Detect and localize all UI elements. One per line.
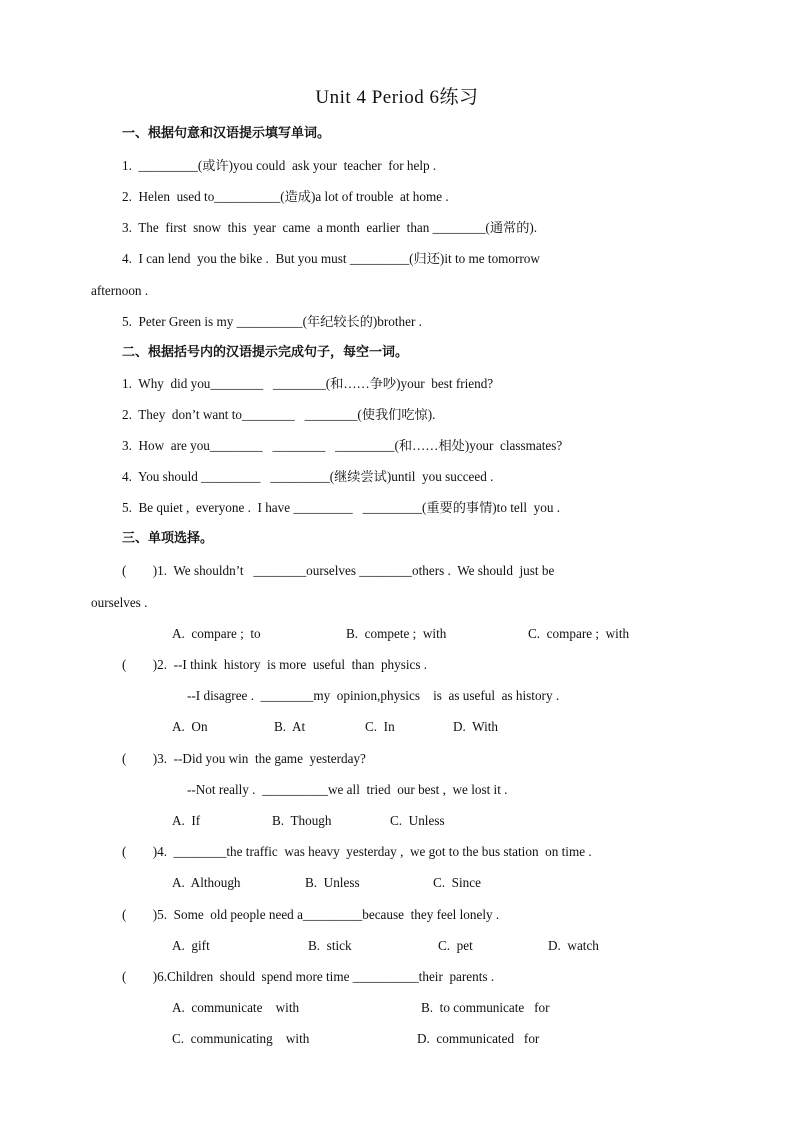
question-line: afternoon . [91,283,149,298]
option-c: C. compare ; with [528,626,630,641]
option-d: D. With [453,719,499,734]
option-b: B. Though [272,813,332,828]
option-b: B. Unless [305,875,360,890]
question-line: ourselves . [91,595,148,610]
option-b: B. compete ; with [346,626,447,641]
question-line: 3. The first snow this year came a month earlier than ________(通常的). [122,220,538,235]
option-b: B. At [274,719,306,734]
option-a: A. gift [172,938,210,953]
question-line: ( )2. --I think history is more useful than physics . [122,657,428,672]
question-line: 2. Helen used to__________(造成)a lot of trouble at home . [122,189,449,204]
question-line: --Not really . __________we all tried our best , we lost it . [187,782,508,797]
option-b: B. to communicate for [421,1000,550,1015]
option-c: C. Since [433,875,481,890]
question-line: --I disagree . ________my opinion,physics is as useful as history . [187,688,560,703]
question-line: 4. I can lend you the bike . But you must _________(归还)it to me tomorrow [122,251,540,266]
question-line: 3. How are you________ ________ _________(和……相处)your classmates? [122,438,563,453]
option-a: A. communicate with [172,1000,300,1015]
section-heading-1: 一、根据句意和汉语提示填写单词。 [122,126,331,141]
question-line: ( )4. ________the traffic was heavy yesterday , we got to the bus station on time . [122,844,592,859]
option-d: D. watch [548,938,599,953]
option-b: B. stick [308,938,352,953]
option-a: A. Although [172,875,241,890]
question-line: 1. _________(或许)you could ask your teacher for help . [122,158,437,173]
page-title: Unit 4 Period 6练习 [315,87,479,108]
option-a: A. On [172,719,208,734]
question-line: ( )1. We shouldn’t ________ourselves ________others . We should just be [122,563,555,578]
question-line: 1. Why did you________ ________(和……争吵)your best friend? [122,376,494,391]
question-line: ( )3. --Did you win the game yesterday? [122,751,366,766]
option-c: C. pet [438,938,473,953]
section-heading-2: 二、根据括号内的汉语提示完成句子，每空一词。 [122,345,409,360]
option-a: A. If [172,813,201,828]
question-line: ( )6.Children should spend more time __________their parents . [122,969,495,984]
option-c: C. communicating with [172,1031,310,1046]
question-line: 5. Be quiet , everyone . I have _________ _________(重要的事情)to tell you . [122,500,561,515]
question-line: 5. Peter Green is my __________(年纪较长的)brother . [122,314,422,329]
question-line: 2. They don’t want to________ ________(使我们吃惊). [122,407,436,422]
option-c: C. Unless [390,813,445,828]
question-line: 4. You should _________ _________(继续尝试)until you succeed . [122,469,494,484]
option-a: A. compare ; to [172,626,261,641]
option-d: D. communicated for [417,1031,540,1046]
option-c: C. In [365,719,395,734]
section-heading-3: 三、单项选择。 [122,531,214,546]
question-line: ( )5. Some old people need a_________because they feel lonely . [122,907,500,922]
